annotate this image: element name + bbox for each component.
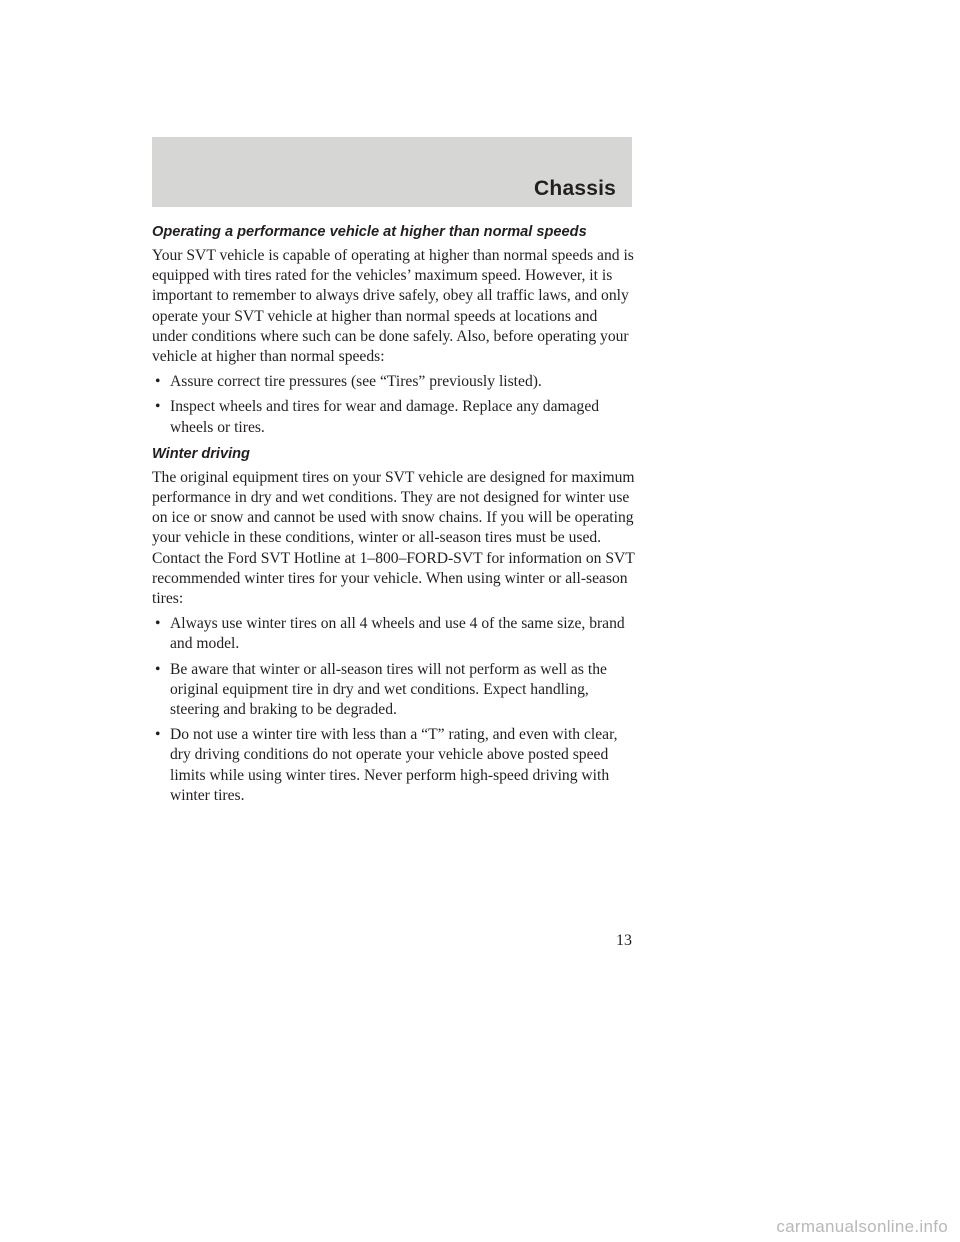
page-content: [152, 222, 636, 812]
bullet-item: [152, 372, 636, 392]
page-number: 13: [616, 932, 632, 949]
bullet-list: [152, 372, 636, 438]
bullet-text: Do not use a winter tire with less than a “T” rating, and even with clear, dry driving conditions do not operate your vehicle above posted speed limits while using winter tires. Never perform high-speed driving with winter tires.: [170, 726, 618, 804]
bullet-item: [152, 725, 636, 806]
bullet-text: Assure correct tire pressures (see “Tires” previously listed).: [170, 373, 542, 391]
section-heading: Winter driving: [152, 445, 250, 462]
watermark-text: carmanualsonline.info: [776, 1217, 948, 1236]
section-paragraph: Your SVT vehicle is capable of operating at higher than normal speeds and is equipped with tires rated for the vehicles’ maximum speed. However, it is important to remember to always drive safely, obey all traffic laws, and only operate your SVT vehicle at higher than normal speeds at locations and under conditions where such can be done safely. Also, before operating your vehicle at higher than normal speeds:: [152, 247, 634, 366]
section-performance-speeds: [152, 222, 636, 438]
bullet-item: [152, 614, 636, 654]
bullet-text: Be aware that winter or all-season tires will not perform as well as the original equipment tire in dry and wet conditions. Expect handling, steering and braking to be degraded.: [170, 660, 607, 719]
bullet-icon: •: [155, 615, 161, 633]
bullet-icon: •: [155, 726, 161, 744]
bullet-item: [152, 397, 636, 437]
bullet-icon: •: [155, 660, 161, 678]
bullet-text: Inspect wheels and tires for wear and damage. Replace any damaged wheels or tires.: [170, 398, 600, 436]
bullet-icon: •: [155, 373, 161, 391]
bullet-text: Always use winter tires on all 4 wheels and use 4 of the same size, brand and model.: [170, 615, 625, 653]
bullet-list: [152, 614, 636, 806]
chapter-title: Chassis: [534, 177, 616, 200]
section-winter-driving: [152, 444, 636, 806]
section-paragraph: The original equipment tires on your SVT vehicle are designed for maximum performance in dry and wet conditions. They are not designed for winter use on ice or snow and cannot be used with snow chains. If you will be operating your vehicle in these conditions, winter or all-season tires must be used. Contact the Ford SVT Hotline at 1–800–FORD-SVT for information on SVT recommended winter tires for your vehicle. When using winter or all-season tires:: [152, 468, 635, 608]
bullet-item: [152, 660, 636, 721]
bullet-icon: •: [155, 398, 161, 416]
chapter-header-band: [152, 137, 632, 207]
section-heading: Operating a performance vehicle at higher than normal speeds: [152, 224, 587, 240]
